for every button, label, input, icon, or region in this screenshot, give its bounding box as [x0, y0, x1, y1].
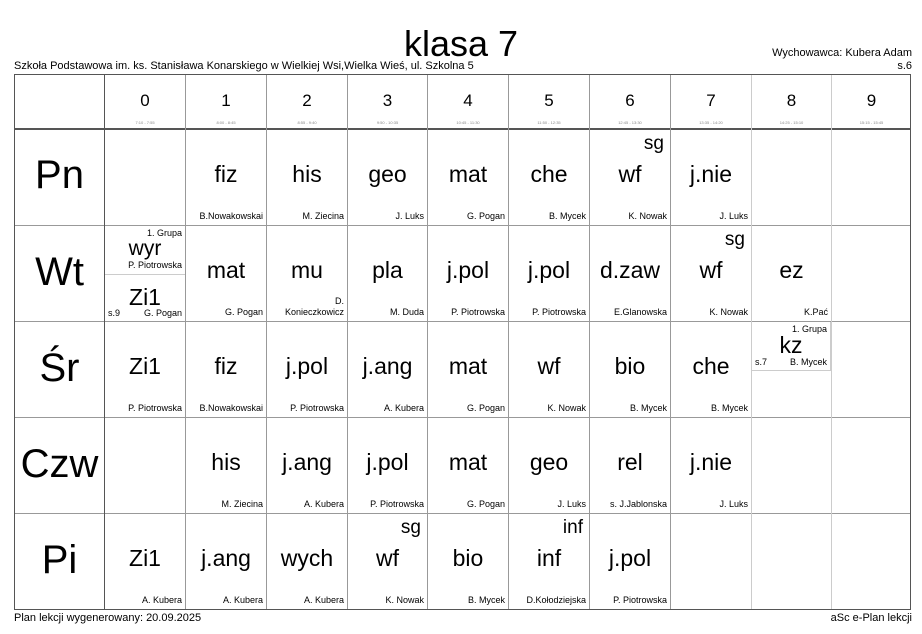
teacher: B. Mycek — [467, 595, 505, 605]
period-time: 13:35 - 14:20 — [699, 120, 723, 125]
lesson-cell[interactable] — [509, 418, 589, 513]
lesson-cell[interactable] — [267, 322, 347, 417]
lesson-cell[interactable] — [267, 226, 347, 321]
lesson-cell[interactable] — [590, 322, 670, 417]
lesson-cell[interactable] — [267, 130, 347, 225]
subject: his — [292, 161, 322, 187]
subject: j.ang — [201, 545, 251, 571]
teacher — [285, 296, 344, 318]
teacher: G. Pogan — [466, 499, 505, 509]
class-tutor — [772, 47, 912, 73]
lesson-cell[interactable] — [348, 130, 427, 225]
period-time: 7:10 - 7:55 — [135, 120, 155, 125]
period-time: 8:00 - 8:45 — [216, 120, 236, 125]
group-lesson[interactable] — [752, 322, 831, 371]
group-label: 1. Grupa — [146, 228, 182, 238]
subject: mat — [448, 161, 488, 187]
lesson-cell[interactable] — [348, 322, 427, 417]
subject: kz — [779, 332, 803, 358]
teacher: A. Kubera — [141, 595, 182, 605]
teacher: J. Luks — [719, 499, 748, 509]
subject: fiz — [214, 353, 238, 379]
day-header-wt: Wt — [35, 250, 84, 294]
teacher: P. Piotrowska — [370, 499, 424, 509]
period-header-0 — [105, 75, 185, 128]
period-time: 15:15 - 15:45 — [859, 120, 884, 125]
teacher: E.Glanowska — [613, 307, 667, 317]
period-header-8 — [752, 75, 831, 128]
subject: Zi1 — [129, 545, 161, 571]
teacher: G. Pogan — [143, 308, 182, 318]
subject: che — [530, 161, 568, 187]
day-header-czw: Czw — [20, 442, 99, 486]
lesson-cell[interactable] — [186, 226, 266, 321]
period-number: 0 — [140, 91, 150, 110]
group-label: 1. Grupa — [791, 324, 827, 334]
subject: geo — [529, 449, 569, 475]
period-number: 7 — [706, 91, 716, 110]
teacher: K. Nowak — [709, 307, 748, 317]
period-header-5 — [509, 75, 589, 128]
teacher: s. J.Jablonska — [609, 499, 667, 509]
lesson-cell[interactable] — [509, 322, 589, 417]
teacher: D.Kołodziejska — [526, 595, 586, 605]
subject: wf — [699, 257, 723, 283]
teacher: M. Ziecina — [302, 211, 344, 221]
tutor-name: Wychowawca: Kubera Adam — [772, 47, 912, 59]
grid-line — [831, 75, 832, 609]
subject: mat — [448, 353, 488, 379]
room: sg — [643, 133, 664, 154]
teacher: G. Pogan — [224, 307, 263, 317]
teacher: K. Nowak — [628, 211, 667, 221]
teacher: P. Piotrowska — [128, 260, 182, 270]
teacher: K. Nowak — [385, 595, 424, 605]
period-number: 3 — [382, 91, 393, 110]
lesson-cell[interactable] — [105, 322, 185, 417]
lesson-cell[interactable] — [590, 226, 670, 321]
subject: wf — [537, 353, 561, 379]
period-time: 14:25 - 15:10 — [779, 120, 804, 125]
tutor-room: s.6 — [897, 60, 912, 72]
teacher: B. Mycek — [548, 211, 586, 221]
lesson-cell[interactable] — [186, 322, 266, 417]
teacher: M. Duda — [389, 307, 424, 317]
subject: j.pol — [527, 257, 571, 283]
teacher: B.Nowakowskai — [199, 211, 263, 221]
teacher: P. Piotrowska — [290, 403, 344, 413]
lesson-cell[interactable] — [509, 514, 589, 609]
teacher-line: D. — [335, 296, 344, 306]
period-header-9 — [832, 75, 911, 128]
lesson-cell[interactable] — [186, 514, 266, 609]
generated-date: Plan lekcji wygenerowany: 20.09.2025 — [14, 612, 202, 624]
lesson-cell[interactable] — [428, 514, 508, 609]
teacher: M. Ziecina — [221, 499, 263, 509]
period-header-2 — [267, 75, 347, 128]
period-number: 1 — [221, 91, 231, 110]
teacher: J. Luks — [719, 211, 748, 221]
teacher: B. Mycek — [789, 357, 827, 367]
teacher: A. Kubera — [383, 403, 424, 413]
lesson-cell[interactable] — [671, 322, 751, 417]
teacher: G. Pogan — [466, 403, 505, 413]
period-number: 4 — [463, 91, 473, 110]
teacher: P. Piotrowska — [451, 307, 505, 317]
teacher: B. Mycek — [629, 403, 667, 413]
group-lesson[interactable] — [105, 274, 185, 321]
teacher: B. Mycek — [710, 403, 748, 413]
period-number: 6 — [625, 91, 635, 110]
teacher: J. Luks — [557, 499, 586, 509]
lesson-cell[interactable] — [348, 514, 427, 609]
lesson-cell[interactable] — [428, 130, 508, 225]
period-number: 5 — [544, 91, 554, 110]
lesson-cell[interactable] — [509, 226, 589, 321]
subject: j.pol — [285, 353, 329, 379]
period-time: 11:50 - 12:35 — [537, 120, 561, 125]
subject: rel — [617, 449, 643, 475]
teacher: G. Pogan — [466, 211, 505, 221]
subject: che — [692, 353, 730, 379]
subject: wych — [280, 545, 334, 571]
period-number: 8 — [786, 91, 797, 110]
lesson-cell[interactable] — [671, 226, 751, 321]
lesson-cell[interactable] — [348, 418, 427, 513]
teacher: K. Nowak — [547, 403, 586, 413]
room: s.7 — [755, 357, 768, 367]
subject: d.zaw — [599, 257, 661, 283]
subject: j.pol — [366, 449, 409, 475]
subject: j.ang — [362, 353, 413, 379]
teacher: K.Pać — [803, 307, 828, 317]
period-time: 9:50 - 10:35 — [376, 120, 399, 125]
brand-label: aSc e-Plan lekcji — [830, 612, 912, 624]
room: inf — [562, 517, 583, 538]
subject: Zi1 — [129, 284, 161, 310]
subject: bio — [614, 353, 646, 379]
lesson-cell[interactable] — [267, 418, 347, 513]
lesson-cell[interactable] — [590, 130, 670, 225]
subject: his — [211, 449, 241, 475]
lesson-cell[interactable] — [267, 514, 347, 609]
subject: j.nie — [689, 161, 733, 187]
subject: wyr — [128, 237, 162, 260]
subject: inf — [536, 545, 562, 571]
period-time: 12:45 - 13:30 — [618, 120, 642, 125]
subject: fiz — [214, 161, 238, 187]
period-time: 10:45 - 11:30 — [456, 120, 480, 125]
lesson-cell[interactable] — [671, 418, 751, 513]
room: s.9 — [108, 308, 121, 318]
period-header-4 — [428, 75, 508, 128]
group-lesson[interactable] — [105, 226, 185, 275]
period-number: 2 — [302, 91, 312, 110]
period-header-1 — [186, 75, 266, 128]
lesson-cell[interactable] — [509, 130, 589, 225]
teacher: P. Piotrowska — [128, 403, 182, 413]
period-time: 8:55 - 9:40 — [297, 120, 317, 125]
subject: bio — [452, 545, 484, 571]
teacher: A. Kubera — [222, 595, 263, 605]
period-header-3 — [348, 75, 427, 128]
lesson-cell[interactable] — [105, 514, 185, 609]
lesson-cell[interactable] — [428, 418, 508, 513]
page-title: klasa 7 — [403, 23, 519, 64]
day-header-sr: Śr — [39, 346, 80, 390]
subject: ez — [779, 257, 804, 283]
teacher: P. Piotrowska — [532, 307, 586, 317]
subject: j.pol — [608, 545, 652, 571]
day-header-pn: Pn — [35, 153, 84, 197]
subject: mat — [448, 449, 488, 475]
timetable-grid — [14, 74, 911, 610]
lesson-cell[interactable] — [186, 418, 266, 513]
lesson-cell[interactable] — [348, 226, 427, 321]
subject: geo — [368, 161, 407, 187]
room: sg — [400, 517, 421, 538]
lesson-cell[interactable] — [671, 130, 751, 225]
school-name: Szkoła Podstawowa im. ks. Stanisława Konarskiego w Wielkiej Wsi,Wielka Wieś, ul. Szkolna 5 — [14, 60, 474, 72]
subject: j.pol — [446, 257, 490, 283]
period-number: 9 — [866, 91, 877, 110]
subject: pla — [372, 257, 403, 283]
subject: wf — [376, 545, 399, 571]
teacher: A. Kubera — [303, 499, 344, 509]
subject: j.ang — [282, 449, 332, 475]
teacher-line: Konieczkowicz — [284, 307, 344, 317]
period-header-7 — [671, 75, 751, 128]
day-header-pi: Pi — [41, 538, 78, 582]
subject: mu — [291, 257, 323, 283]
lesson-cell[interactable] — [428, 322, 508, 417]
subject: mat — [206, 257, 246, 283]
lesson-cell[interactable] — [752, 226, 831, 321]
subject: wf — [618, 161, 642, 187]
period-header-6 — [590, 75, 670, 128]
lesson-cell[interactable] — [428, 226, 508, 321]
teacher: P. Piotrowska — [613, 595, 667, 605]
lesson-cell[interactable] — [590, 514, 670, 609]
room: sg — [724, 229, 745, 250]
lesson-cell[interactable] — [186, 130, 266, 225]
lesson-cell-split[interactable] — [752, 322, 831, 417]
subject: Zi1 — [129, 353, 161, 379]
lesson-cell[interactable] — [590, 418, 670, 513]
teacher: B.Nowakowskai — [199, 403, 263, 413]
subject: j.nie — [689, 449, 733, 475]
teacher: A. Kubera — [303, 595, 344, 605]
teacher: J. Luks — [395, 211, 424, 221]
lesson-cell-split[interactable] — [105, 226, 185, 321]
